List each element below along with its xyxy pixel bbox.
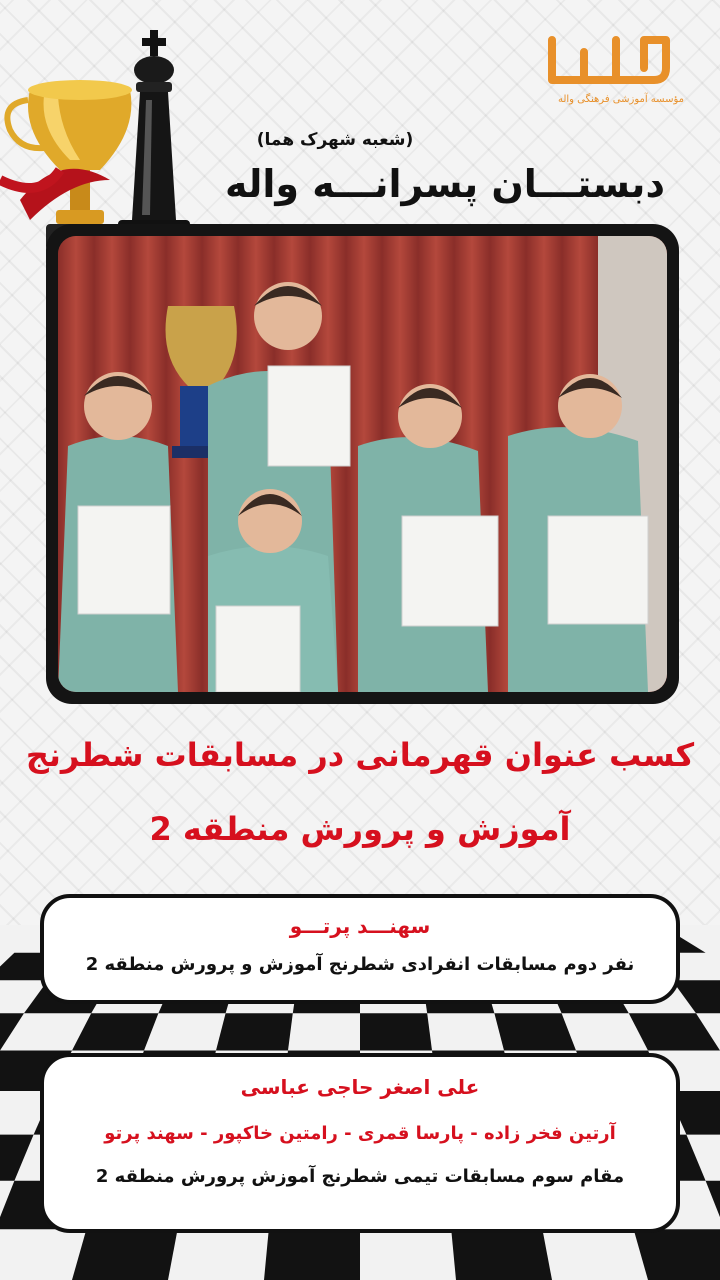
award-card-individual bbox=[40, 894, 680, 1004]
checker-square bbox=[264, 1229, 360, 1280]
photo-illustration bbox=[58, 236, 667, 692]
award-card-team bbox=[40, 1053, 680, 1233]
winner-name: سهنـــد پرتـــو bbox=[289, 914, 431, 938]
coach-name: علی اصغر حاجی عباسی bbox=[240, 1075, 480, 1099]
logo-subtitle: مؤسسه آموزشی فرهنگی واله bbox=[557, 94, 684, 105]
chess-king-icon bbox=[110, 30, 190, 254]
brand-logo bbox=[534, 30, 684, 110]
school-title: دبستـــان پسرانـــه واله bbox=[225, 162, 665, 206]
team-photo bbox=[46, 224, 679, 704]
checker-square bbox=[360, 1013, 432, 1050]
logo-mark-icon bbox=[544, 30, 674, 90]
award-description: نفر دوم مسابقات انفرادی شطرنج آموزش و پرورش منطقه 2 bbox=[85, 954, 635, 975]
headline-line-2: آموزش و پرورش منطقه 2 bbox=[149, 810, 571, 848]
award-description: مقام سوم مسابقات تیمی شطرنج آموزش پرورش منطقه 2 bbox=[95, 1166, 625, 1187]
branch-label: (شعبه شهرک هما) bbox=[256, 130, 414, 150]
checker-square bbox=[72, 1229, 178, 1280]
checker-square bbox=[216, 1013, 293, 1050]
headline-line-1: کسب عنوان قهرمانی در مسابقات شطرنج bbox=[25, 736, 695, 774]
checker-square bbox=[451, 1229, 552, 1280]
checker-square bbox=[634, 1229, 720, 1280]
team-members: آرتین فخر زاده - پارسا قمری - رامتین خاکپور - سهند پرتو bbox=[104, 1123, 616, 1144]
